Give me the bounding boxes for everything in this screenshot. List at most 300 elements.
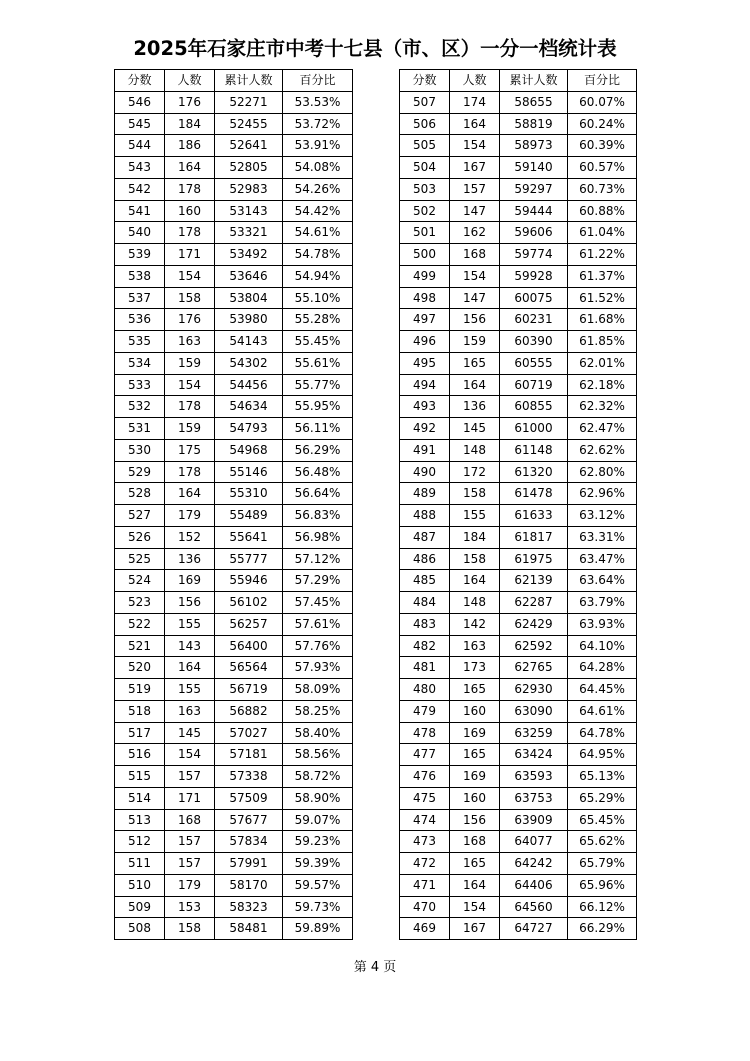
cumulative-cell: 53143 xyxy=(215,200,283,222)
table-row xyxy=(400,896,637,918)
table-row xyxy=(115,461,353,483)
cumulative-cell: 59297 xyxy=(500,178,568,200)
cumulative-cell: 58170 xyxy=(215,874,283,896)
percentage-cell: 60.88% xyxy=(568,200,637,222)
cumulative-cell: 54968 xyxy=(215,439,283,461)
count-cell: 153 xyxy=(165,896,215,918)
page-title: 2025年石家庄市中考十七县（市、区）一分一档统计表 xyxy=(133,37,617,60)
table-row xyxy=(115,722,353,744)
score-cell: 527 xyxy=(115,505,165,527)
score-cell: 528 xyxy=(115,483,165,505)
table-row xyxy=(400,505,637,527)
table-row xyxy=(400,766,637,788)
cumulative-cell: 61975 xyxy=(500,548,568,570)
score-cell: 536 xyxy=(115,309,165,331)
count-cell: 164 xyxy=(165,157,215,179)
count-cell: 164 xyxy=(165,483,215,505)
cumulative-cell: 63909 xyxy=(500,809,568,831)
percentage-cell: 53.91% xyxy=(283,135,353,157)
header-score: 分数 xyxy=(400,70,450,92)
header-score: 分数 xyxy=(115,70,165,92)
count-cell: 154 xyxy=(165,374,215,396)
percentage-cell: 63.12% xyxy=(568,505,637,527)
cumulative-cell: 54456 xyxy=(215,374,283,396)
count-cell: 157 xyxy=(165,831,215,853)
score-cell: 498 xyxy=(400,287,450,309)
score-cell: 525 xyxy=(115,548,165,570)
header-cumulative: 累计人数 xyxy=(215,70,283,92)
table-row xyxy=(115,374,353,396)
cumulative-cell: 64727 xyxy=(500,918,568,940)
table-row xyxy=(400,265,637,287)
score-cell: 499 xyxy=(400,265,450,287)
percentage-cell: 59.39% xyxy=(283,853,353,875)
count-cell: 184 xyxy=(450,526,500,548)
count-cell: 154 xyxy=(450,265,500,287)
header-percentage: 百分比 xyxy=(568,70,637,92)
count-cell: 152 xyxy=(165,526,215,548)
cumulative-cell: 55146 xyxy=(215,461,283,483)
count-cell: 148 xyxy=(450,592,500,614)
percentage-cell: 63.79% xyxy=(568,592,637,614)
cumulative-cell: 64406 xyxy=(500,874,568,896)
table-row xyxy=(115,809,353,831)
count-cell: 158 xyxy=(450,548,500,570)
count-cell: 165 xyxy=(450,679,500,701)
cumulative-cell: 56719 xyxy=(215,679,283,701)
count-cell: 164 xyxy=(450,570,500,592)
percentage-cell: 57.61% xyxy=(283,613,353,635)
count-cell: 168 xyxy=(165,809,215,831)
cumulative-cell: 52271 xyxy=(215,91,283,113)
table-row xyxy=(400,352,637,374)
cumulative-cell: 57027 xyxy=(215,722,283,744)
table-row xyxy=(400,679,637,701)
table-row xyxy=(400,113,637,135)
percentage-cell: 58.90% xyxy=(283,787,353,809)
table-row xyxy=(115,439,353,461)
percentage-cell: 55.10% xyxy=(283,287,353,309)
table-row xyxy=(400,592,637,614)
score-cell: 520 xyxy=(115,657,165,679)
table-row xyxy=(115,896,353,918)
count-cell: 178 xyxy=(165,396,215,418)
count-cell: 158 xyxy=(450,483,500,505)
percentage-cell: 66.29% xyxy=(568,918,637,940)
percentage-cell: 62.80% xyxy=(568,461,637,483)
count-cell: 163 xyxy=(450,635,500,657)
count-cell: 165 xyxy=(450,352,500,374)
cumulative-cell: 64242 xyxy=(500,853,568,875)
count-cell: 164 xyxy=(165,657,215,679)
score-cell: 490 xyxy=(400,461,450,483)
cumulative-cell: 58973 xyxy=(500,135,568,157)
percentage-cell: 61.52% xyxy=(568,287,637,309)
cumulative-cell: 59928 xyxy=(500,265,568,287)
table-row xyxy=(115,483,353,505)
table-row xyxy=(400,570,637,592)
count-cell: 147 xyxy=(450,200,500,222)
percentage-cell: 60.73% xyxy=(568,178,637,200)
cumulative-cell: 62765 xyxy=(500,657,568,679)
count-cell: 175 xyxy=(165,439,215,461)
count-cell: 164 xyxy=(450,113,500,135)
table-row xyxy=(400,200,637,222)
cumulative-cell: 56102 xyxy=(215,592,283,614)
score-cell: 538 xyxy=(115,265,165,287)
cumulative-cell: 55777 xyxy=(215,548,283,570)
percentage-cell: 62.47% xyxy=(568,418,637,440)
table-row xyxy=(115,766,353,788)
table-row xyxy=(115,918,353,940)
percentage-cell: 60.24% xyxy=(568,113,637,135)
cumulative-cell: 53321 xyxy=(215,222,283,244)
table-row xyxy=(115,352,353,374)
score-cell: 523 xyxy=(115,592,165,614)
percentage-cell: 61.22% xyxy=(568,244,637,266)
table-row xyxy=(400,418,637,440)
percentage-cell: 62.18% xyxy=(568,374,637,396)
table-header-row xyxy=(115,70,353,92)
cumulative-cell: 55946 xyxy=(215,570,283,592)
page-number: 第 4 页 xyxy=(353,960,397,975)
cumulative-cell: 57338 xyxy=(215,766,283,788)
count-cell: 158 xyxy=(165,918,215,940)
score-cell: 480 xyxy=(400,679,450,701)
table-row xyxy=(400,657,637,679)
table-row xyxy=(115,244,353,266)
table-row xyxy=(400,287,637,309)
percentage-cell: 59.57% xyxy=(283,874,353,896)
count-cell: 179 xyxy=(165,874,215,896)
count-cell: 157 xyxy=(165,853,215,875)
percentage-cell: 65.45% xyxy=(568,809,637,831)
table-row xyxy=(400,722,637,744)
percentage-cell: 64.95% xyxy=(568,744,637,766)
table-row xyxy=(400,461,637,483)
cumulative-cell: 61633 xyxy=(500,505,568,527)
percentage-cell: 60.39% xyxy=(568,135,637,157)
percentage-cell: 55.61% xyxy=(283,352,353,374)
score-cell: 494 xyxy=(400,374,450,396)
count-cell: 164 xyxy=(450,874,500,896)
header-count: 人数 xyxy=(165,70,215,92)
count-cell: 164 xyxy=(450,374,500,396)
score-cell: 511 xyxy=(115,853,165,875)
count-cell: 173 xyxy=(450,657,500,679)
percentage-cell: 65.79% xyxy=(568,853,637,875)
cumulative-cell: 64077 xyxy=(500,831,568,853)
score-cell: 534 xyxy=(115,352,165,374)
cumulative-cell: 59606 xyxy=(500,222,568,244)
score-cell: 487 xyxy=(400,526,450,548)
percentage-cell: 62.96% xyxy=(568,483,637,505)
score-cell: 544 xyxy=(115,135,165,157)
score-cell: 515 xyxy=(115,766,165,788)
cumulative-cell: 53492 xyxy=(215,244,283,266)
header-percentage: 百分比 xyxy=(283,70,353,92)
cumulative-cell: 63593 xyxy=(500,766,568,788)
score-cell: 482 xyxy=(400,635,450,657)
cumulative-cell: 53804 xyxy=(215,287,283,309)
cumulative-cell: 59774 xyxy=(500,244,568,266)
score-cell: 488 xyxy=(400,505,450,527)
table-row xyxy=(115,874,353,896)
percentage-cell: 57.29% xyxy=(283,570,353,592)
percentage-cell: 54.42% xyxy=(283,200,353,222)
count-cell: 147 xyxy=(450,287,500,309)
percentage-cell: 66.12% xyxy=(568,896,637,918)
score-cell: 504 xyxy=(400,157,450,179)
percentage-cell: 64.28% xyxy=(568,657,637,679)
count-cell: 186 xyxy=(165,135,215,157)
score-cell: 501 xyxy=(400,222,450,244)
score-cell: 483 xyxy=(400,613,450,635)
score-cell: 529 xyxy=(115,461,165,483)
percentage-cell: 59.07% xyxy=(283,809,353,831)
score-cell: 510 xyxy=(115,874,165,896)
score-cell: 472 xyxy=(400,853,450,875)
cumulative-cell: 60231 xyxy=(500,309,568,331)
table-row xyxy=(400,918,637,940)
percentage-cell: 56.29% xyxy=(283,439,353,461)
count-cell: 145 xyxy=(450,418,500,440)
cumulative-cell: 60855 xyxy=(500,396,568,418)
percentage-cell: 57.12% xyxy=(283,548,353,570)
table-row xyxy=(115,505,353,527)
cumulative-cell: 56400 xyxy=(215,635,283,657)
count-cell: 178 xyxy=(165,461,215,483)
cumulative-cell: 64560 xyxy=(500,896,568,918)
percentage-cell: 60.57% xyxy=(568,157,637,179)
table-row xyxy=(400,483,637,505)
cumulative-cell: 61000 xyxy=(500,418,568,440)
cumulative-cell: 60075 xyxy=(500,287,568,309)
score-cell: 479 xyxy=(400,700,450,722)
percentage-cell: 56.98% xyxy=(283,526,353,548)
cumulative-cell: 63424 xyxy=(500,744,568,766)
table-row xyxy=(400,178,637,200)
count-cell: 169 xyxy=(450,722,500,744)
score-table-right xyxy=(399,69,637,940)
cumulative-cell: 52455 xyxy=(215,113,283,135)
table-row xyxy=(400,548,637,570)
score-cell: 513 xyxy=(115,809,165,831)
percentage-cell: 53.53% xyxy=(283,91,353,113)
cumulative-cell: 54793 xyxy=(215,418,283,440)
count-cell: 159 xyxy=(165,352,215,374)
score-cell: 496 xyxy=(400,331,450,353)
percentage-cell: 56.83% xyxy=(283,505,353,527)
table-row xyxy=(115,526,353,548)
percentage-cell: 62.62% xyxy=(568,439,637,461)
percentage-cell: 59.23% xyxy=(283,831,353,853)
score-cell: 526 xyxy=(115,526,165,548)
table-row xyxy=(115,657,353,679)
percentage-cell: 63.47% xyxy=(568,548,637,570)
table-row xyxy=(400,809,637,831)
cumulative-cell: 60555 xyxy=(500,352,568,374)
cumulative-cell: 52983 xyxy=(215,178,283,200)
count-cell: 169 xyxy=(165,570,215,592)
table-row xyxy=(115,135,353,157)
count-cell: 154 xyxy=(450,135,500,157)
count-cell: 155 xyxy=(165,613,215,635)
table-row xyxy=(400,309,637,331)
table-row xyxy=(400,157,637,179)
percentage-cell: 60.07% xyxy=(568,91,637,113)
count-cell: 184 xyxy=(165,113,215,135)
header-count: 人数 xyxy=(450,70,500,92)
table-row xyxy=(400,831,637,853)
table-row xyxy=(400,787,637,809)
score-cell: 517 xyxy=(115,722,165,744)
count-cell: 168 xyxy=(450,831,500,853)
cumulative-cell: 54143 xyxy=(215,331,283,353)
table-row xyxy=(115,418,353,440)
score-cell: 514 xyxy=(115,787,165,809)
percentage-cell: 55.45% xyxy=(283,331,353,353)
count-cell: 155 xyxy=(165,679,215,701)
score-cell: 495 xyxy=(400,352,450,374)
table-row xyxy=(115,157,353,179)
score-cell: 476 xyxy=(400,766,450,788)
count-cell: 159 xyxy=(165,418,215,440)
percentage-cell: 64.61% xyxy=(568,700,637,722)
percentage-cell: 64.78% xyxy=(568,722,637,744)
count-cell: 157 xyxy=(450,178,500,200)
cumulative-cell: 58819 xyxy=(500,113,568,135)
count-cell: 167 xyxy=(450,157,500,179)
percentage-cell: 62.32% xyxy=(568,396,637,418)
table-row xyxy=(400,874,637,896)
percentage-cell: 65.13% xyxy=(568,766,637,788)
cumulative-cell: 59444 xyxy=(500,200,568,222)
percentage-cell: 65.96% xyxy=(568,874,637,896)
cumulative-cell: 53980 xyxy=(215,309,283,331)
count-cell: 178 xyxy=(165,222,215,244)
score-cell: 469 xyxy=(400,918,450,940)
percentage-cell: 61.04% xyxy=(568,222,637,244)
table-row xyxy=(115,91,353,113)
score-cell: 533 xyxy=(115,374,165,396)
cumulative-cell: 57991 xyxy=(215,853,283,875)
table-row xyxy=(400,744,637,766)
table-row xyxy=(400,91,637,113)
score-cell: 546 xyxy=(115,91,165,113)
percentage-cell: 59.73% xyxy=(283,896,353,918)
count-cell: 148 xyxy=(450,439,500,461)
score-cell: 530 xyxy=(115,439,165,461)
cumulative-cell: 61478 xyxy=(500,483,568,505)
table-row xyxy=(115,331,353,353)
count-cell: 169 xyxy=(450,766,500,788)
cumulative-cell: 56564 xyxy=(215,657,283,679)
cumulative-cell: 55489 xyxy=(215,505,283,527)
percentage-cell: 54.78% xyxy=(283,244,353,266)
table-row xyxy=(400,222,637,244)
table-row xyxy=(400,396,637,418)
score-cell: 539 xyxy=(115,244,165,266)
count-cell: 143 xyxy=(165,635,215,657)
score-cell: 531 xyxy=(115,418,165,440)
cumulative-cell: 60719 xyxy=(500,374,568,396)
score-cell: 519 xyxy=(115,679,165,701)
table-row xyxy=(115,222,353,244)
table-row xyxy=(115,309,353,331)
cumulative-cell: 61320 xyxy=(500,461,568,483)
percentage-cell: 61.37% xyxy=(568,265,637,287)
count-cell: 154 xyxy=(165,744,215,766)
score-cell: 475 xyxy=(400,787,450,809)
count-cell: 179 xyxy=(165,505,215,527)
table-row xyxy=(115,700,353,722)
cumulative-cell: 63259 xyxy=(500,722,568,744)
table-row xyxy=(115,200,353,222)
table-row xyxy=(115,178,353,200)
count-cell: 157 xyxy=(165,766,215,788)
cumulative-cell: 62429 xyxy=(500,613,568,635)
cumulative-cell: 63090 xyxy=(500,700,568,722)
percentage-cell: 64.10% xyxy=(568,635,637,657)
cumulative-cell: 52641 xyxy=(215,135,283,157)
score-cell: 493 xyxy=(400,396,450,418)
percentage-cell: 59.89% xyxy=(283,918,353,940)
percentage-cell: 56.11% xyxy=(283,418,353,440)
score-cell: 540 xyxy=(115,222,165,244)
cumulative-cell: 55641 xyxy=(215,526,283,548)
count-cell: 145 xyxy=(165,722,215,744)
cumulative-cell: 57677 xyxy=(215,809,283,831)
table-row xyxy=(115,548,353,570)
table-row xyxy=(400,374,637,396)
table-row xyxy=(400,439,637,461)
cumulative-cell: 55310 xyxy=(215,483,283,505)
percentage-cell: 64.45% xyxy=(568,679,637,701)
percentage-cell: 62.01% xyxy=(568,352,637,374)
percentage-cell: 58.09% xyxy=(283,679,353,701)
count-cell: 162 xyxy=(450,222,500,244)
header-cumulative: 累计人数 xyxy=(500,70,568,92)
score-cell: 470 xyxy=(400,896,450,918)
table-row xyxy=(115,787,353,809)
score-cell: 477 xyxy=(400,744,450,766)
score-cell: 500 xyxy=(400,244,450,266)
cumulative-cell: 52805 xyxy=(215,157,283,179)
cumulative-cell: 56882 xyxy=(215,700,283,722)
percentage-cell: 63.93% xyxy=(568,613,637,635)
table-row xyxy=(400,244,637,266)
table-row xyxy=(115,831,353,853)
percentage-cell: 65.62% xyxy=(568,831,637,853)
percentage-cell: 58.56% xyxy=(283,744,353,766)
cumulative-cell: 56257 xyxy=(215,613,283,635)
percentage-cell: 58.40% xyxy=(283,722,353,744)
table-row xyxy=(400,700,637,722)
cumulative-cell: 63753 xyxy=(500,787,568,809)
score-cell: 492 xyxy=(400,418,450,440)
count-cell: 136 xyxy=(165,548,215,570)
score-cell: 541 xyxy=(115,200,165,222)
table-row xyxy=(400,135,637,157)
cumulative-cell: 58323 xyxy=(215,896,283,918)
table-row xyxy=(115,679,353,701)
score-cell: 474 xyxy=(400,809,450,831)
score-cell: 491 xyxy=(400,439,450,461)
percentage-cell: 63.31% xyxy=(568,526,637,548)
percentage-cell: 63.64% xyxy=(568,570,637,592)
table-row xyxy=(115,635,353,657)
